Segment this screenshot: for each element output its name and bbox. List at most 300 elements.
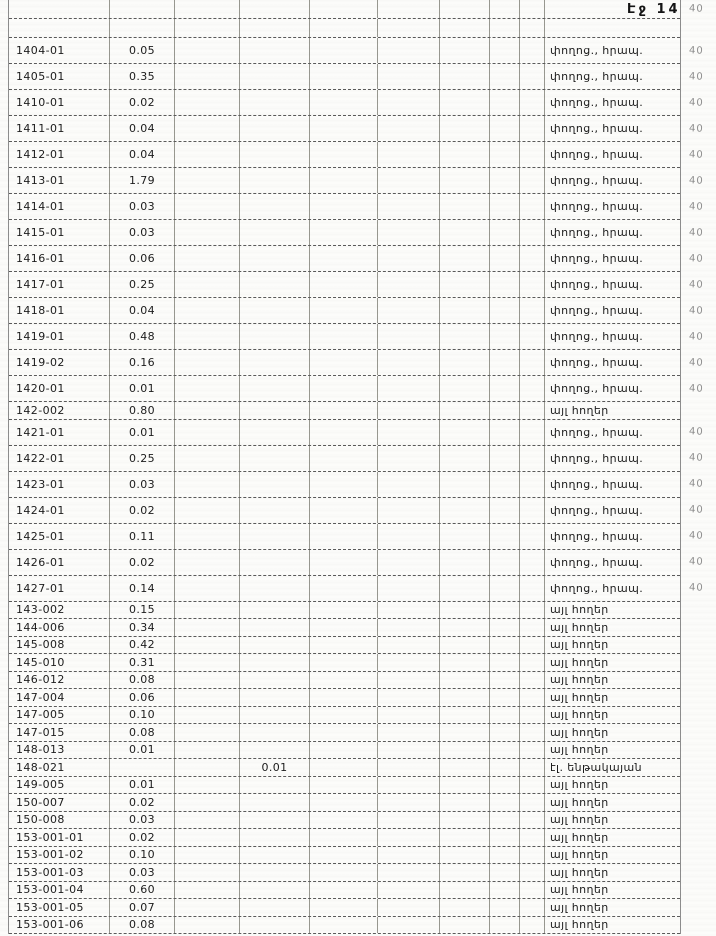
cell-land-use: այլ հողեր xyxy=(550,883,609,897)
cell-parcel-code xyxy=(9,19,110,37)
table-row xyxy=(9,324,704,350)
cell-c9 xyxy=(520,882,545,899)
cell-c8 xyxy=(490,376,520,401)
cell-c2: 0.11 xyxy=(110,524,175,549)
cell-c5 xyxy=(310,420,378,445)
cell-c9 xyxy=(520,689,545,706)
cell-c8 xyxy=(490,707,520,724)
cell-c5 xyxy=(310,742,378,759)
cell-c6 xyxy=(378,116,440,141)
cell-c3 xyxy=(175,672,240,689)
margin-annotation: 40 xyxy=(688,504,704,516)
cell-c6 xyxy=(378,324,440,349)
cell-c6 xyxy=(378,777,440,794)
cell-c5 xyxy=(310,38,378,63)
cell-c4 xyxy=(240,602,310,619)
cell-c3 xyxy=(175,168,240,193)
cell-c9 xyxy=(520,917,545,934)
cell-c8 xyxy=(490,689,520,706)
cell-c5 xyxy=(310,376,378,401)
cell-parcel-code: 1421-01 xyxy=(9,420,110,445)
cell-c3 xyxy=(175,759,240,776)
cell-c2: 0.03 xyxy=(110,220,175,245)
cell-c4 xyxy=(240,472,310,497)
cell-c5 xyxy=(310,446,378,471)
cell-c9 xyxy=(520,864,545,881)
table-row xyxy=(9,882,680,900)
cell-land-use: փողոց., հրապ. xyxy=(550,425,644,439)
cell-c9 xyxy=(520,742,545,759)
cell-c4 xyxy=(240,0,310,18)
cell-c5 xyxy=(310,672,378,689)
cell-c4 xyxy=(240,777,310,794)
margin-annotation: 40 xyxy=(688,582,704,594)
cell-c5 xyxy=(310,324,378,349)
cell-c7 xyxy=(440,324,490,349)
table-row xyxy=(9,602,680,620)
cell-c3 xyxy=(175,689,240,706)
cell-c5 xyxy=(310,619,378,636)
cell-land-use: այլ հողեր xyxy=(550,690,609,704)
cell-c8 xyxy=(490,847,520,864)
cell-land-use: այլ հողեր xyxy=(550,655,609,669)
cell-c3 xyxy=(175,116,240,141)
margin-annotation: 40 xyxy=(688,330,704,343)
cell-c3 xyxy=(175,90,240,115)
cell-c5 xyxy=(310,142,378,167)
cell-c9 xyxy=(520,847,545,864)
margin-annotation: 40 xyxy=(688,304,704,317)
cell-c3 xyxy=(175,654,240,671)
cell-c4 xyxy=(240,402,310,419)
cell-c9 xyxy=(520,420,545,445)
cell-parcel-code: 1425-01 xyxy=(9,524,110,549)
cell-c9 xyxy=(520,759,545,776)
cell-land-use: այլ հողեր xyxy=(550,848,609,862)
cell-parcel-code: 1415-01 xyxy=(9,220,110,245)
cell-c8 xyxy=(490,654,520,671)
cell-land-use: այլ հողեր xyxy=(550,778,609,792)
cell-c8 xyxy=(490,498,520,523)
cell-c8 xyxy=(490,272,520,297)
table-row xyxy=(9,524,704,550)
cell-c4 xyxy=(240,116,310,141)
table-row xyxy=(9,498,704,524)
cell-c2: 0.01 xyxy=(110,376,175,401)
margin-annotation: 40 xyxy=(688,3,704,15)
cell-c8 xyxy=(490,446,520,471)
cell-c9 xyxy=(520,524,545,549)
cell-c3 xyxy=(175,576,240,601)
cell-c5 xyxy=(310,220,378,245)
cell-land-use: փողոց., հրապ. xyxy=(550,356,644,369)
cell-c8 xyxy=(490,420,520,445)
cell-parcel-code: 153-001-01 xyxy=(9,829,110,846)
cell-c6 xyxy=(378,637,440,654)
cell-c2: 0.14 xyxy=(110,576,175,601)
cell-c3 xyxy=(175,794,240,811)
cell-c4 xyxy=(240,220,310,245)
cell-c6 xyxy=(378,446,440,471)
cell-c4 xyxy=(240,707,310,724)
cell-parcel-code xyxy=(9,0,110,18)
cell-c6 xyxy=(378,550,440,575)
table-row xyxy=(9,689,680,707)
cell-c9 xyxy=(520,794,545,811)
table-row xyxy=(9,402,680,420)
cell-c8 xyxy=(490,742,520,759)
cell-parcel-code: 153-001-02 xyxy=(9,847,110,864)
cell-c9 xyxy=(520,116,545,141)
cell-c8 xyxy=(490,882,520,899)
cell-c6 xyxy=(378,0,440,18)
cell-c8 xyxy=(490,917,520,934)
cell-c2: 0.06 xyxy=(110,246,175,271)
margin-annotation: 40 xyxy=(688,278,704,291)
cell-c8 xyxy=(490,576,520,601)
cell-land-use: փողոց., հրապ. xyxy=(550,252,644,265)
cell-c8 xyxy=(490,64,520,89)
table-row xyxy=(9,472,704,498)
cell-c8 xyxy=(490,619,520,636)
cell-c9 xyxy=(520,194,545,219)
cell-c5 xyxy=(310,116,378,141)
cell-parcel-code: 147-015 xyxy=(9,724,110,741)
table-body xyxy=(9,0,704,934)
table-row xyxy=(9,194,704,220)
cell-c9 xyxy=(520,619,545,636)
table-row xyxy=(9,220,704,246)
cell-land-use: փողոց., հրապ. xyxy=(550,70,644,83)
cell-c3 xyxy=(175,602,240,619)
cell-c9 xyxy=(520,637,545,654)
table-row xyxy=(9,90,704,116)
cell-c2: 0.35 xyxy=(110,64,175,89)
cell-c3 xyxy=(175,707,240,724)
table-row xyxy=(9,829,680,847)
cell-c9 xyxy=(520,350,545,375)
cell-c5 xyxy=(310,794,378,811)
cell-c7 xyxy=(440,576,490,601)
cell-c3 xyxy=(175,899,240,916)
cell-c8 xyxy=(490,812,520,829)
table-row xyxy=(9,619,680,637)
cell-land-use: փողոց., հրապ. xyxy=(550,451,644,465)
cell-parcel-code: 143-002 xyxy=(9,602,110,619)
cell-c6 xyxy=(378,689,440,706)
margin-annotation: 40 xyxy=(688,426,704,438)
cell-c5 xyxy=(310,350,378,375)
cell-c5 xyxy=(310,724,378,741)
cell-c8 xyxy=(490,672,520,689)
cell-c8 xyxy=(490,19,520,37)
cell-c6 xyxy=(378,864,440,881)
cell-c7 xyxy=(440,472,490,497)
cell-c6 xyxy=(378,742,440,759)
cell-c2: 0.03 xyxy=(110,864,175,881)
cell-c3 xyxy=(175,446,240,471)
cell-c7 xyxy=(440,759,490,776)
cell-c6 xyxy=(378,272,440,297)
cell-c7 xyxy=(440,524,490,549)
cell-parcel-code: 1419-01 xyxy=(9,324,110,349)
cell-c5 xyxy=(310,899,378,916)
cell-c2: 0.02 xyxy=(110,550,175,575)
cell-c7 xyxy=(440,899,490,916)
cell-c4 xyxy=(240,794,310,811)
cell-c2: 0.80 xyxy=(110,402,175,419)
margin-annotation: 40 xyxy=(688,122,704,135)
cell-c2: 0.08 xyxy=(110,917,175,934)
cell-c4 xyxy=(240,576,310,601)
cell-c9 xyxy=(520,724,545,741)
cell-c9 xyxy=(520,498,545,523)
cell-c7 xyxy=(440,619,490,636)
cell-c2: 0.04 xyxy=(110,298,175,323)
cell-parcel-code: 1419-02 xyxy=(9,350,110,375)
cell-c5 xyxy=(310,777,378,794)
cell-c4 xyxy=(240,654,310,671)
cell-parcel-code: 1413-01 xyxy=(9,168,110,193)
cell-c4 xyxy=(240,864,310,881)
cell-c6 xyxy=(378,847,440,864)
cell-c3 xyxy=(175,298,240,323)
cell-c6 xyxy=(378,472,440,497)
cell-c8 xyxy=(490,637,520,654)
cell-c9 xyxy=(520,376,545,401)
cell-land-use: փողոց., հրապ. xyxy=(550,122,644,135)
cell-land-use: փողոց., հրապ. xyxy=(550,278,644,291)
cell-c8 xyxy=(490,550,520,575)
cell-parcel-code: 147-004 xyxy=(9,689,110,706)
cell-land-use: այլ հողեր xyxy=(550,918,609,932)
cell-land-use: այլ հողեր xyxy=(550,620,609,634)
table-row xyxy=(9,298,704,324)
cell-parcel-code: 1416-01 xyxy=(9,246,110,271)
cell-c3 xyxy=(175,550,240,575)
cell-c6 xyxy=(378,829,440,846)
cell-c6 xyxy=(378,794,440,811)
cell-parcel-code: 150-008 xyxy=(9,812,110,829)
cell-c6 xyxy=(378,672,440,689)
cell-c3 xyxy=(175,777,240,794)
cell-c9 xyxy=(520,142,545,167)
cell-c9 xyxy=(520,472,545,497)
cell-land-use: այլ հողեր xyxy=(550,603,609,617)
cell-parcel-code: 147-005 xyxy=(9,707,110,724)
cell-c7 xyxy=(440,498,490,523)
cell-c7 xyxy=(440,602,490,619)
cell-parcel-code: 153-001-04 xyxy=(9,882,110,899)
table-row xyxy=(9,917,680,935)
cell-c6 xyxy=(378,19,440,37)
table-row xyxy=(9,0,704,19)
cell-c6 xyxy=(378,246,440,271)
cell-land-use: այլ հողեր xyxy=(550,403,609,417)
cell-c8 xyxy=(490,142,520,167)
cell-c3 xyxy=(175,402,240,419)
cell-c3 xyxy=(175,864,240,881)
cell-c5 xyxy=(310,917,378,934)
cell-parcel-code: 149-005 xyxy=(9,777,110,794)
table-row xyxy=(9,847,680,865)
cell-c9 xyxy=(520,707,545,724)
cell-c7 xyxy=(440,882,490,899)
table-row xyxy=(9,759,680,777)
cell-c6 xyxy=(378,724,440,741)
cell-c7 xyxy=(440,246,490,271)
cell-c8 xyxy=(490,0,520,18)
cell-c7 xyxy=(440,637,490,654)
cell-c5 xyxy=(310,550,378,575)
cell-c6 xyxy=(378,812,440,829)
cell-c7 xyxy=(440,168,490,193)
cell-c5 xyxy=(310,64,378,89)
cell-c9 xyxy=(520,654,545,671)
cell-land-use: փողոց., հրապ. xyxy=(550,44,644,57)
cell-c2: 0.10 xyxy=(110,847,175,864)
cell-c4 xyxy=(240,689,310,706)
table-row xyxy=(9,420,704,446)
cell-c7 xyxy=(440,90,490,115)
table-row xyxy=(9,64,704,90)
cell-parcel-code: 1418-01 xyxy=(9,298,110,323)
cell-c5 xyxy=(310,246,378,271)
table-row xyxy=(9,637,680,655)
cell-c9 xyxy=(520,0,545,18)
cell-c7 xyxy=(440,724,490,741)
cell-c5 xyxy=(310,194,378,219)
cell-c9 xyxy=(520,550,545,575)
cell-c4 xyxy=(240,829,310,846)
cell-c6 xyxy=(378,220,440,245)
table-row xyxy=(9,724,680,742)
cell-c4 xyxy=(240,272,310,297)
cell-parcel-code: 148-021 xyxy=(9,759,110,776)
cell-c4 xyxy=(240,672,310,689)
cell-land-use: փողոց., հրապ. xyxy=(550,174,644,187)
cell-c4 xyxy=(240,246,310,271)
cell-c3 xyxy=(175,324,240,349)
cell-parcel-code: 1423-01 xyxy=(9,472,110,497)
cell-c3 xyxy=(175,619,240,636)
cell-c6 xyxy=(378,602,440,619)
cell-c8 xyxy=(490,194,520,219)
cell-c8 xyxy=(490,794,520,811)
margin-annotation: 40 xyxy=(688,174,704,187)
cell-land-use: այլ հողեր xyxy=(550,813,609,827)
cell-parcel-code: 1414-01 xyxy=(9,194,110,219)
cell-c5 xyxy=(310,524,378,549)
cell-c2: 0.16 xyxy=(110,350,175,375)
cell-c5 xyxy=(310,0,378,18)
cell-land-use: էլ. ենթակայան xyxy=(550,760,642,774)
cell-c6 xyxy=(378,90,440,115)
cell-c7 xyxy=(440,917,490,934)
cell-c2: 1.79 xyxy=(110,168,175,193)
cell-c6 xyxy=(378,759,440,776)
cell-c2: 0.25 xyxy=(110,272,175,297)
cell-parcel-code: 145-008 xyxy=(9,637,110,654)
cell-c8 xyxy=(490,38,520,63)
cell-c7 xyxy=(440,116,490,141)
margin-annotation: 40 xyxy=(688,96,704,109)
cell-c7 xyxy=(440,794,490,811)
cell-c3 xyxy=(175,472,240,497)
cell-land-use: այլ հողեր xyxy=(550,830,609,844)
table-row xyxy=(9,272,704,298)
cell-c6 xyxy=(378,524,440,549)
cell-parcel-code: 148-013 xyxy=(9,742,110,759)
cell-land-use: փողոց., հրապ. xyxy=(550,330,644,343)
cell-c4 xyxy=(240,142,310,167)
cell-parcel-code: 1411-01 xyxy=(9,116,110,141)
cell-c4 xyxy=(240,550,310,575)
cell-c7 xyxy=(440,19,490,37)
cell-c9 xyxy=(520,168,545,193)
table-row xyxy=(9,654,680,672)
cell-c6 xyxy=(378,38,440,63)
cell-c2: 0.31 xyxy=(110,654,175,671)
cell-c9 xyxy=(520,829,545,846)
cell-c5 xyxy=(310,829,378,846)
cell-c5 xyxy=(310,576,378,601)
cell-c6 xyxy=(378,298,440,323)
cell-c8 xyxy=(490,724,520,741)
cell-c2: 0.03 xyxy=(110,812,175,829)
cell-c8 xyxy=(490,220,520,245)
table-row xyxy=(9,168,704,194)
cell-c9 xyxy=(520,38,545,63)
margin-annotation: 40 xyxy=(688,382,704,395)
cell-c4 xyxy=(240,324,310,349)
cell-c4 xyxy=(240,350,310,375)
cell-c3 xyxy=(175,246,240,271)
cell-c2: 0.02 xyxy=(110,498,175,523)
cell-c6 xyxy=(378,498,440,523)
table-row xyxy=(9,38,704,64)
cell-c6 xyxy=(378,619,440,636)
cell-c4: 0.01 xyxy=(240,759,310,776)
cell-c7 xyxy=(440,220,490,245)
table-row xyxy=(9,246,704,272)
margin-annotation: 40 xyxy=(688,44,704,57)
cell-c7 xyxy=(440,298,490,323)
cell-land-use: այլ հողեր xyxy=(550,708,609,722)
cell-c5 xyxy=(310,298,378,323)
cell-c5 xyxy=(310,19,378,37)
cell-c8 xyxy=(490,472,520,497)
cell-land-use: փողոց., հրապ. xyxy=(550,200,644,213)
cell-c2: 0.04 xyxy=(110,142,175,167)
cell-c4 xyxy=(240,847,310,864)
margin-annotation: 40 xyxy=(688,478,704,490)
cell-c8 xyxy=(490,402,520,419)
cell-land-use: այլ հողեր xyxy=(550,795,609,809)
cell-c3 xyxy=(175,220,240,245)
cell-parcel-code: 146-012 xyxy=(9,672,110,689)
cell-c9 xyxy=(520,576,545,601)
cell-c5 xyxy=(310,847,378,864)
margin-annotation: 40 xyxy=(688,356,704,369)
cell-c6 xyxy=(378,420,440,445)
cell-c2: 0.34 xyxy=(110,619,175,636)
cell-c5 xyxy=(310,707,378,724)
land-register-table xyxy=(8,0,704,934)
cell-c9 xyxy=(520,777,545,794)
margin-annotation: 40 xyxy=(688,226,704,239)
cell-c4 xyxy=(240,637,310,654)
